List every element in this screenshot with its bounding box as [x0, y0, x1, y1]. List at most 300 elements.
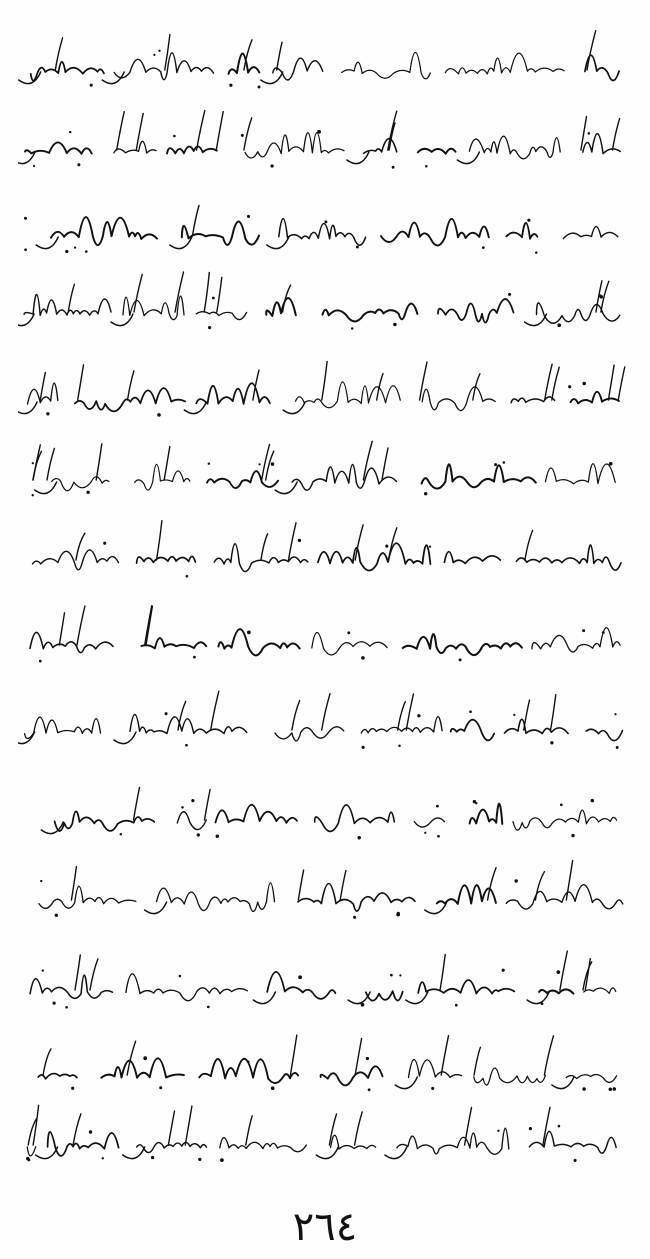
diacritic-dot: [582, 1087, 586, 1091]
diacritic-dot: [351, 327, 353, 329]
handwriting-stroke: [123, 1147, 145, 1159]
handwriting-stroke: [506, 223, 537, 239]
handwriting-stroke: [102, 72, 124, 84]
diacritic-dot: [494, 463, 497, 466]
handwriting-stroke: [126, 974, 247, 1001]
handwriting-stroke: [437, 885, 496, 904]
handwriting-stroke: [506, 885, 623, 909]
handwriting-stroke: [418, 980, 514, 994]
diacritic-dot: [557, 323, 561, 327]
handwriting-stroke: [196, 312, 246, 320]
diacritic-dot: [574, 1159, 577, 1162]
diacritic-dot: [366, 1057, 369, 1060]
diacritic-dot: [270, 164, 273, 167]
diacritic-dot: [368, 1088, 371, 1091]
handwriting-stroke: [418, 149, 456, 154]
handwriting-stroke: [318, 543, 430, 570]
diacritic-dot: [103, 542, 106, 545]
handwriting-stroke: [48, 1132, 119, 1156]
handwriting-stroke: [584, 988, 616, 993]
handwriting-stroke: [177, 812, 206, 830]
diacritic-dot: [616, 746, 619, 749]
diacritic-dot: [258, 86, 261, 89]
handwriting-stroke: [261, 534, 268, 560]
handwriting-stroke: [331, 1135, 376, 1149]
diacritic-dot: [220, 1158, 224, 1162]
handwriting-stroke: [532, 628, 620, 652]
handwriting-stroke: [193, 206, 199, 236]
diacritic-dot: [558, 1125, 561, 1128]
diacritic-dot: [241, 134, 244, 137]
handwriting-stroke: [505, 719, 569, 733]
diacritic-dot: [207, 1006, 210, 1009]
handwriting-stroke: [167, 146, 217, 153]
handwriting-stroke: [355, 1112, 363, 1145]
handwriting-strokes: [18, 1025, 632, 1105]
diacritic-dot: [208, 326, 211, 329]
handwriting-stroke: [75, 388, 185, 411]
handwriting-stroke: [397, 1128, 509, 1154]
handwriting-stroke: [178, 701, 186, 730]
handwriting-stroke: [537, 303, 620, 323]
diacritic-dot: [317, 130, 321, 134]
handwriting-strokes: [18, 350, 632, 430]
handwriting-stroke: [55, 38, 62, 70]
handwriting-stroke: [145, 606, 152, 645]
handwriting-stroke: [135, 464, 190, 490]
handwriting-strokes: [18, 100, 632, 180]
handwriting-stroke: [18, 314, 34, 326]
diacritic-dot: [42, 969, 44, 971]
handwriting-stroke: [43, 1049, 51, 1075]
diacritic-dot: [361, 1003, 365, 1007]
handwriting-stroke: [438, 299, 514, 322]
handwriting-stroke: [440, 954, 445, 990]
handwriting-stroke: [465, 1108, 472, 1146]
diacritic-dot: [591, 799, 594, 802]
diacritic-dot: [65, 1006, 68, 1009]
handwriting-stroke: [277, 42, 282, 70]
diacritic-dot: [102, 1157, 104, 1159]
handwriting-stroke: [137, 1142, 207, 1152]
handwriting-strokes: [18, 940, 632, 1020]
handwriting-stroke: [196, 383, 270, 404]
handwriting-stroke: [55, 811, 155, 831]
handwriting-stroke: [76, 533, 85, 560]
diacritic-dot: [357, 836, 360, 839]
handwriting-stroke: [35, 482, 57, 494]
handwriting-stroke: [382, 448, 388, 480]
handwriting-stroke: [245, 133, 344, 158]
handwritten-line-12: [18, 940, 632, 1020]
handwritten-line-14: [18, 1095, 632, 1175]
handwriting-stroke: [290, 1035, 296, 1075]
diacritic-dot: [158, 50, 160, 52]
handwriting-stroke: [403, 634, 522, 655]
diacritic-dot: [513, 714, 515, 716]
handwriting-stroke: [398, 702, 406, 730]
handwriting-stroke: [165, 35, 170, 70]
diacritic-dot: [165, 712, 168, 715]
diacritic-dot: [399, 974, 401, 976]
diacritic-dot: [26, 1157, 29, 1160]
handwriting-stroke: [363, 441, 372, 480]
handwriting-stroke: [275, 727, 344, 741]
diacritic-dot: [602, 631, 605, 634]
handwriting-stroke: [157, 521, 162, 560]
handwriting-stroke: [312, 633, 387, 655]
handwriting-strokes: [18, 770, 632, 850]
diacritic-dot: [425, 165, 428, 168]
handwriting-stroke: [315, 805, 395, 832]
diacritic-dot: [173, 135, 176, 138]
handwriting-stroke: [422, 464, 536, 488]
handwriting-stroke: [216, 112, 223, 150]
diacritic-dot: [568, 385, 571, 388]
handwritten-line-5: [18, 350, 632, 430]
diacritic-dot: [614, 713, 616, 715]
diacritic-dot: [181, 806, 184, 809]
diacritic-dot: [550, 741, 553, 744]
handwriting-strokes: [18, 510, 632, 590]
diacritic-dot: [186, 575, 189, 578]
diacritic-dot: [527, 219, 530, 222]
handwriting-stroke: [30, 632, 113, 652]
handwriting-stroke: [529, 1131, 616, 1153]
handwriting-stroke: [524, 700, 530, 730]
diacritic-dot: [613, 1087, 617, 1091]
handwriting-stroke: [30, 975, 112, 998]
diacritic-dot: [159, 1086, 162, 1089]
diacritic-dot: [392, 166, 395, 169]
diacritic-dot: [324, 220, 327, 223]
handwriting-stroke: [488, 868, 496, 900]
diacritic-dot: [436, 805, 439, 808]
handwriting-stroke: [441, 1036, 448, 1075]
handwriting-stroke: [323, 304, 418, 322]
diacritic-dot: [482, 246, 485, 249]
handwriting-stroke: [425, 902, 447, 914]
handwriting-stroke: [25, 717, 101, 738]
diacritic-dot: [541, 1002, 544, 1005]
diacritic-dot: [347, 631, 350, 634]
diacritic-dot: [459, 658, 462, 661]
handwriting-stroke: [261, 72, 283, 84]
handwriting-stroke: [205, 790, 211, 820]
handwriting-stroke: [75, 955, 80, 990]
diacritic-dot: [469, 710, 472, 713]
handwriting-stroke: [563, 227, 617, 239]
handwriting-stroke: [130, 715, 247, 734]
handwriting-stroke: [525, 530, 533, 560]
handwriting-stroke: [551, 695, 556, 730]
diacritic-dot: [353, 916, 356, 919]
diacritic-dot: [502, 969, 505, 972]
diacritic-dot: [55, 914, 58, 917]
handwriting-stroke: [585, 55, 619, 80]
handwriting-stroke: [316, 1147, 338, 1159]
handwriting-stroke: [539, 989, 573, 993]
handwriting-stroke: [73, 1114, 81, 1145]
handwriting-stroke: [516, 545, 621, 570]
handwriting-stroke: [38, 1074, 77, 1079]
handwriting-stroke: [409, 1060, 462, 1078]
handwriting-stroke: [244, 118, 252, 150]
diacritic-dot: [74, 246, 76, 248]
handwriting-stroke: [39, 886, 136, 908]
diacritic-dot: [247, 215, 250, 218]
diacritic-dot: [198, 1158, 201, 1161]
handwriting-stroke: [244, 40, 252, 70]
handwriting-stroke: [134, 788, 140, 821]
handwriting-stroke: [618, 367, 625, 400]
diacritic-dot: [455, 1004, 458, 1007]
handwriting-stroke: [52, 477, 109, 491]
handwriting-stroke: [51, 217, 157, 245]
handwriting-stroke: [24, 294, 111, 315]
handwriting-stroke: [571, 392, 619, 404]
handwriting-stroke: [229, 53, 260, 73]
handwriting-stroke: [117, 112, 125, 150]
handwriting-stroke: [451, 720, 494, 741]
diacritic-dot: [193, 656, 196, 659]
handwriting-stroke: [422, 387, 495, 411]
handwriting-stroke: [59, 613, 64, 645]
handwriting-stroke: [385, 1147, 407, 1159]
diacritic-dot: [65, 250, 68, 253]
diacritic-dot: [397, 912, 400, 915]
handwriting-stroke: [322, 694, 330, 730]
handwriting-stroke: [184, 402, 206, 414]
diacritic-dot: [89, 1130, 92, 1133]
handwritten-line-3: [18, 185, 632, 265]
diacritic-dot: [429, 546, 431, 548]
handwriting-stroke: [168, 1111, 174, 1145]
handwriting-strokes: [18, 680, 632, 760]
handwriting-stroke: [513, 810, 617, 830]
handwriting-stroke: [141, 638, 206, 648]
diacritic-dot: [33, 165, 35, 167]
diacritic-dot: [179, 975, 182, 978]
handwriting-stroke: [511, 397, 554, 403]
diacritic-dot: [247, 631, 251, 635]
diacritic-dot: [475, 802, 477, 804]
diacritic-dot: [503, 461, 506, 464]
handwriting-stroke: [275, 482, 297, 494]
handwriting-stroke: [90, 959, 98, 990]
diacritic-dot: [588, 132, 591, 135]
handwriting-stroke: [267, 237, 289, 249]
handwriting-stroke: [114, 53, 213, 80]
handwriting-stroke: [262, 445, 270, 481]
diacritic-dot: [361, 656, 365, 660]
handwriting-stroke: [381, 219, 489, 246]
handwriting-stroke: [114, 141, 156, 153]
handwriting-stroke: [322, 361, 327, 400]
diacritic-dot: [77, 163, 80, 166]
handwriting-stroke: [444, 552, 500, 564]
handwritten-line-8: [18, 595, 632, 675]
handwriting-strokes: [18, 185, 632, 265]
handwriting-stroke: [406, 992, 428, 1004]
diacritic-dot: [599, 294, 602, 297]
handwriting-stroke: [361, 717, 442, 733]
handwriting-stroke: [470, 804, 503, 824]
handwritten-line-4: [18, 262, 632, 342]
handwriting-stroke: [552, 367, 559, 400]
diacritic-dot: [424, 492, 427, 495]
handwriting-stroke: [474, 1068, 546, 1085]
handwriting-stroke: [329, 1114, 336, 1145]
handwriting-stroke: [525, 314, 547, 326]
diacritic-dot: [385, 545, 388, 548]
handwritten-line-1: [18, 20, 632, 100]
diacritic-dot: [24, 217, 27, 220]
handwriting-stroke: [347, 152, 369, 164]
diacritic-dot: [515, 879, 518, 882]
handwriting-stroke: [246, 1116, 252, 1145]
handwriting-stroke: [395, 1077, 417, 1089]
diacritic-dot: [153, 54, 155, 56]
diacritic-dot: [582, 382, 586, 386]
handwriting-stroke: [78, 365, 84, 400]
diacritic-dot: [120, 833, 122, 835]
diacritic-dot: [151, 1156, 154, 1159]
handwriting-strokes: [18, 595, 632, 675]
handwriting-strokes: [18, 1095, 632, 1175]
handwritten-line-6: [18, 430, 632, 510]
handwriting-stroke: [292, 701, 300, 731]
diacritic-dot: [556, 970, 560, 974]
diacritic-dot: [362, 746, 365, 749]
diacritic-dot: [24, 248, 27, 251]
handwritten-line-7: [18, 510, 632, 590]
handwriting-strokes: [18, 20, 632, 100]
handwriting-stroke: [27, 1147, 36, 1156]
handwriting-stroke: [527, 992, 549, 1004]
diacritic-dot: [229, 84, 232, 87]
diacritic-dot: [298, 975, 302, 979]
handwriting-stroke: [535, 872, 544, 900]
handwriting-stroke: [40, 373, 45, 401]
handwriting-stroke: [204, 273, 209, 313]
handwriting-stroke: [552, 1077, 574, 1089]
handwriting-stroke: [101, 1058, 184, 1077]
diacritic-dot: [571, 834, 574, 837]
diacritic-dot: [390, 974, 393, 977]
diacritic-dot: [259, 463, 261, 465]
handwriting-strokes: [18, 262, 632, 342]
diacritic-dot: [143, 1056, 147, 1060]
handwriting-stroke: [145, 902, 167, 914]
handwriting-stroke: [31, 62, 104, 81]
diacritic-dot: [85, 250, 88, 253]
handwriting-stroke: [47, 448, 54, 480]
diacritic-dot: [609, 462, 613, 466]
diacritic-dot: [398, 745, 401, 748]
handwriting-stroke: [546, 464, 616, 484]
diacritic-dot: [157, 413, 161, 417]
handwriting-stroke: [545, 364, 552, 400]
diacritic-dot: [508, 293, 511, 296]
handwritten-line-10: [18, 770, 632, 850]
diacritic-dot: [46, 412, 49, 415]
page-number: ٢٦٤: [292, 1204, 358, 1250]
handwriting-stroke: [146, 606, 152, 645]
handwriting-stroke: [586, 729, 622, 740]
handwriting-stroke: [355, 1038, 361, 1075]
diacritic-dot: [424, 832, 426, 834]
diacritic-dot: [535, 251, 538, 254]
diacritic-dot: [40, 880, 42, 882]
handwriting-stroke: [216, 805, 298, 823]
diacritic-dot: [197, 833, 200, 836]
handwriting-stroke: [296, 382, 401, 408]
handwriting-stroke: [298, 870, 303, 900]
handwriting-stroke: [457, 152, 479, 164]
diacritic-dot: [216, 834, 219, 837]
handwriting-stroke: [266, 298, 296, 316]
handwritten-line-13: [18, 1025, 632, 1105]
diacritic-dot: [560, 803, 563, 806]
diacritic-dot: [69, 131, 71, 133]
diacritic-dot: [53, 1002, 56, 1005]
handwriting-stroke: [157, 883, 275, 912]
diacritic-dot: [609, 1088, 613, 1092]
handwriting-stroke: [175, 272, 183, 312]
diacritic-dot: [185, 744, 188, 747]
handwriting-stroke: [608, 365, 614, 400]
diacritic-dot: [437, 835, 440, 838]
diacritic-dot: [417, 714, 420, 717]
handwriting-stroke: [253, 992, 275, 1004]
handwriting-stroke: [613, 119, 620, 150]
handwriting-stroke: [340, 871, 346, 901]
handwriting-stroke: [406, 694, 413, 730]
handwriting-stroke: [414, 818, 444, 827]
handwriting-stroke: [96, 444, 102, 480]
diacritic-dot: [32, 494, 34, 496]
handwritten-line-2: [18, 100, 632, 180]
handwriting-stroke: [474, 1047, 480, 1075]
handwriting-strokes: [18, 850, 632, 930]
diacritic-dot: [497, 1130, 499, 1132]
handwriting-stroke: [68, 284, 74, 312]
diacritic-dot: [582, 629, 585, 632]
handwriting-stroke: [164, 447, 170, 481]
diacritic-dot: [71, 1087, 74, 1090]
handwriting-stroke: [292, 465, 396, 491]
diacritic-dot: [247, 1060, 250, 1063]
handwriting-stroke: [543, 1107, 550, 1145]
handwritten-line-11: [18, 850, 632, 930]
diacritic-dot: [39, 660, 42, 663]
handwriting-stroke: [217, 277, 222, 312]
diacritic-dot: [208, 462, 210, 464]
diacritic-dot: [298, 539, 301, 542]
handwriting-stroke: [469, 136, 560, 159]
handwriting-stroke: [321, 1066, 383, 1085]
diacritic-dot: [90, 84, 93, 87]
handwriting-stroke: [220, 1138, 306, 1152]
handwriting-stroke: [289, 523, 297, 560]
handwriting-stroke: [36, 237, 58, 249]
diacritic-dot: [431, 1087, 434, 1090]
handwritten-text-block: [18, 0, 632, 1200]
handwriting-strokes: [18, 430, 632, 510]
diacritic-dot: [271, 1086, 275, 1090]
handwriting-stroke: [366, 991, 403, 1001]
